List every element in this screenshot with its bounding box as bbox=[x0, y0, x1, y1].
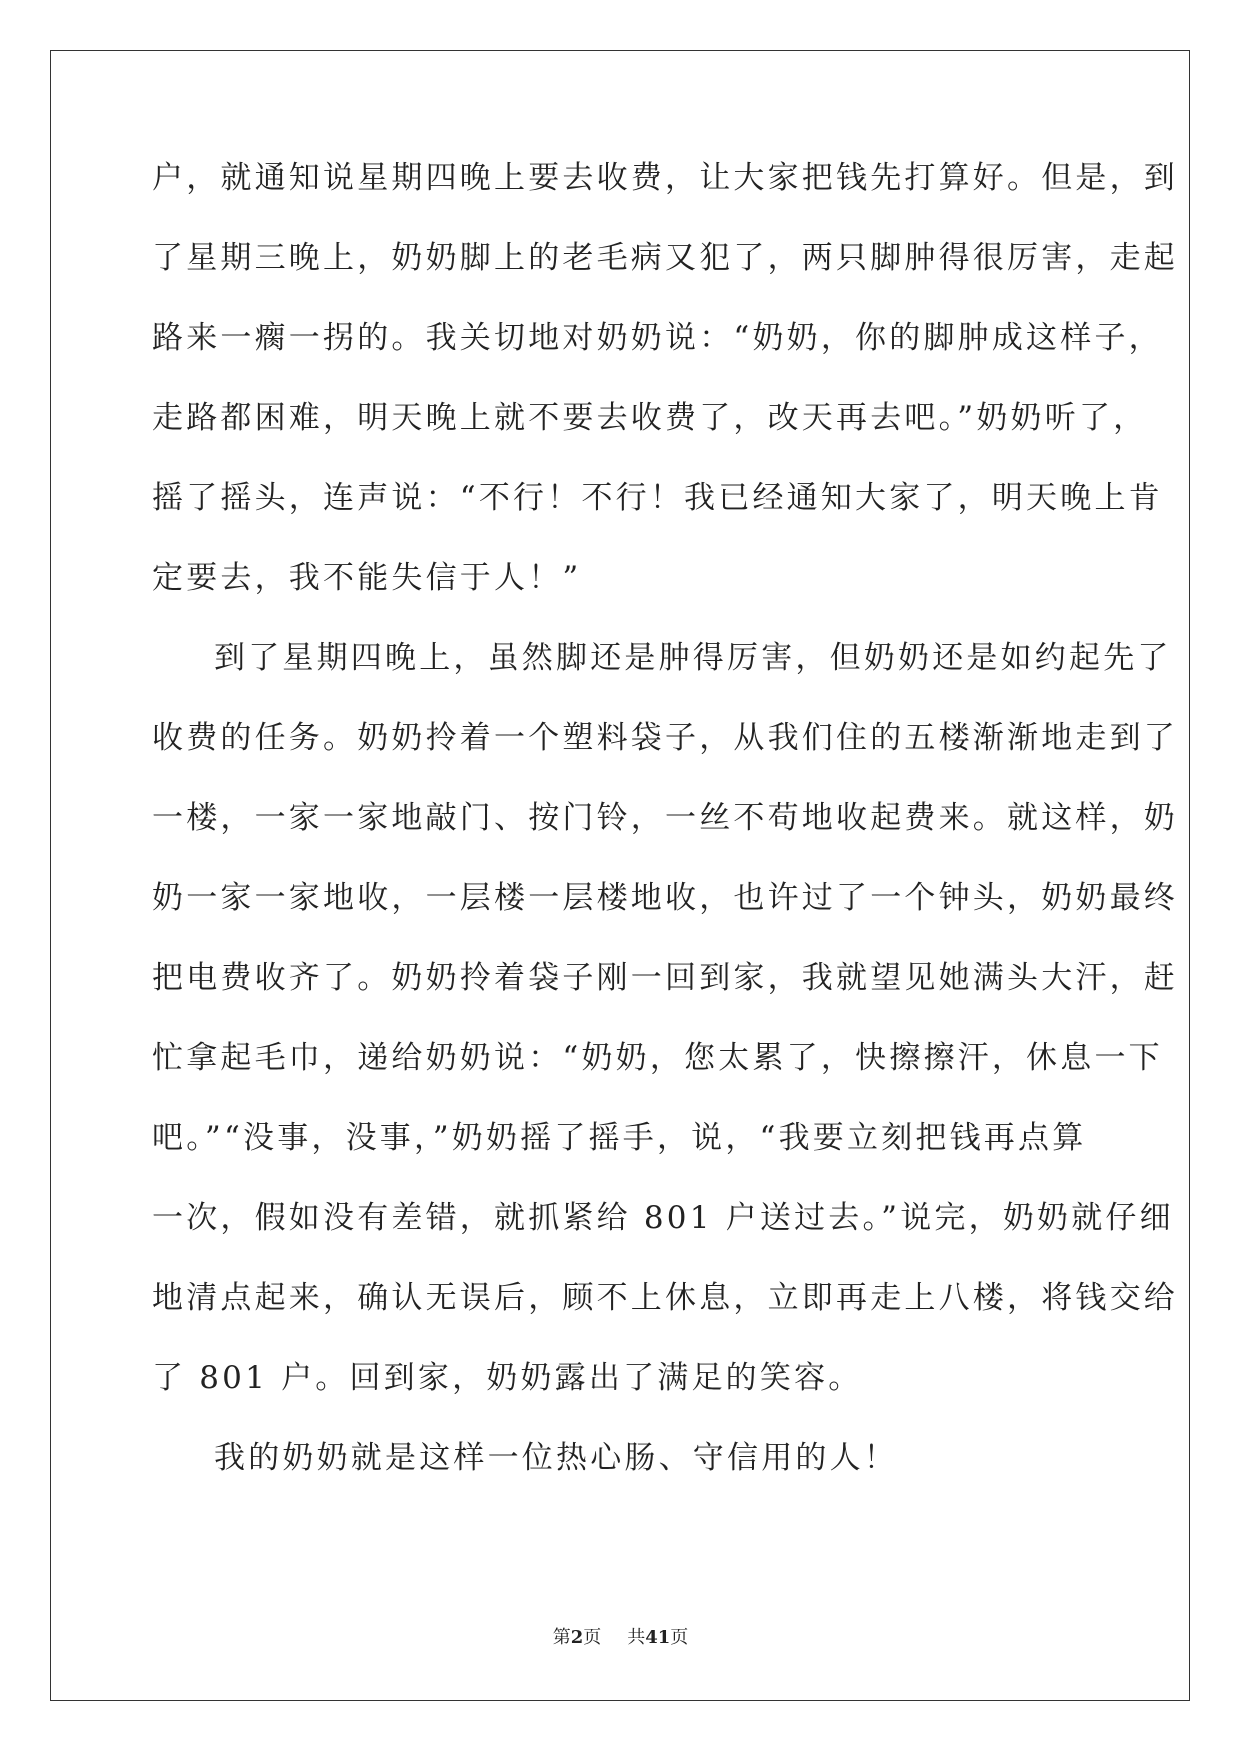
total-pages-number: 41 bbox=[645, 1627, 671, 1648]
text-line: 奶一家一家地收，一层楼一层楼地收，也许过了一个钟头，奶奶最终 bbox=[152, 880, 1178, 916]
text-line: 一楼，一家一家地敲门、按门铃，一丝不苟地收起费来。就这样，奶 bbox=[152, 800, 1178, 836]
page-footer bbox=[0, 1627, 1241, 1649]
text-line: 走路都困难，明天晚上就不要去收费了，改天再去吧。”奶奶听了， bbox=[152, 400, 1148, 436]
text-line: 忙拿起毛巾，递给奶奶说：“奶奶，您太累了，快擦擦汗，休息一下 bbox=[152, 1040, 1163, 1076]
text-line: 地清点起来，确认无误后，顾不上休息，立即再走上八楼，将钱交给 bbox=[152, 1280, 1178, 1316]
total-prefix: 共 bbox=[627, 1627, 646, 1648]
text-line: 把电费收齐了。奶奶拎着袋子刚一回到家，我就望见她满头大汗，赶 bbox=[152, 960, 1178, 996]
total-unit: 页 bbox=[670, 1627, 689, 1648]
text-line: 定要去，我不能失信于人！” bbox=[152, 560, 582, 596]
text-line: 收费的任务。奶奶拎着一个塑料袋子，从我们住的五楼渐渐地走到了 bbox=[152, 720, 1178, 756]
current-page-number: 2 bbox=[570, 1627, 584, 1648]
text-line: 我的奶奶就是这样一位热心肠、守信用的人！ bbox=[214, 1440, 898, 1476]
text-line: 一次，假如没有差错，就抓紧给 801 户送过去。”说完，奶奶就仔细 bbox=[152, 1200, 1174, 1236]
text-line: 路来一瘸一拐的。我关切地对奶奶说：“奶奶，你的脚肿成这样子， bbox=[152, 320, 1163, 356]
text-line: 了星期三晚上，奶奶脚上的老毛病又犯了，两只脚肿得很厉害，走起 bbox=[152, 240, 1178, 276]
text-line: 吧。”“没事，没事，”奶奶摇了摇手，说，“我要立刻把钱再点算 bbox=[152, 1120, 1087, 1156]
text-line: 户，就通知说星期四晚上要去收费，让大家把钱先打算好。但是，到 bbox=[152, 160, 1178, 196]
page-prefix: 第 bbox=[552, 1627, 571, 1648]
text-line: 摇了摇头，连声说：“不行！不行！我已经通知大家了，明天晚上肯 bbox=[152, 480, 1163, 516]
text-line: 了 801 户。回到家，奶奶露出了满足的笑容。 bbox=[152, 1360, 863, 1396]
text-line: 到了星期四晚上，虽然脚还是肿得厉害，但奶奶还是如约起先了 bbox=[214, 640, 1172, 676]
page-unit: 页 bbox=[583, 1627, 602, 1648]
document-body bbox=[152, 158, 1178, 1518]
